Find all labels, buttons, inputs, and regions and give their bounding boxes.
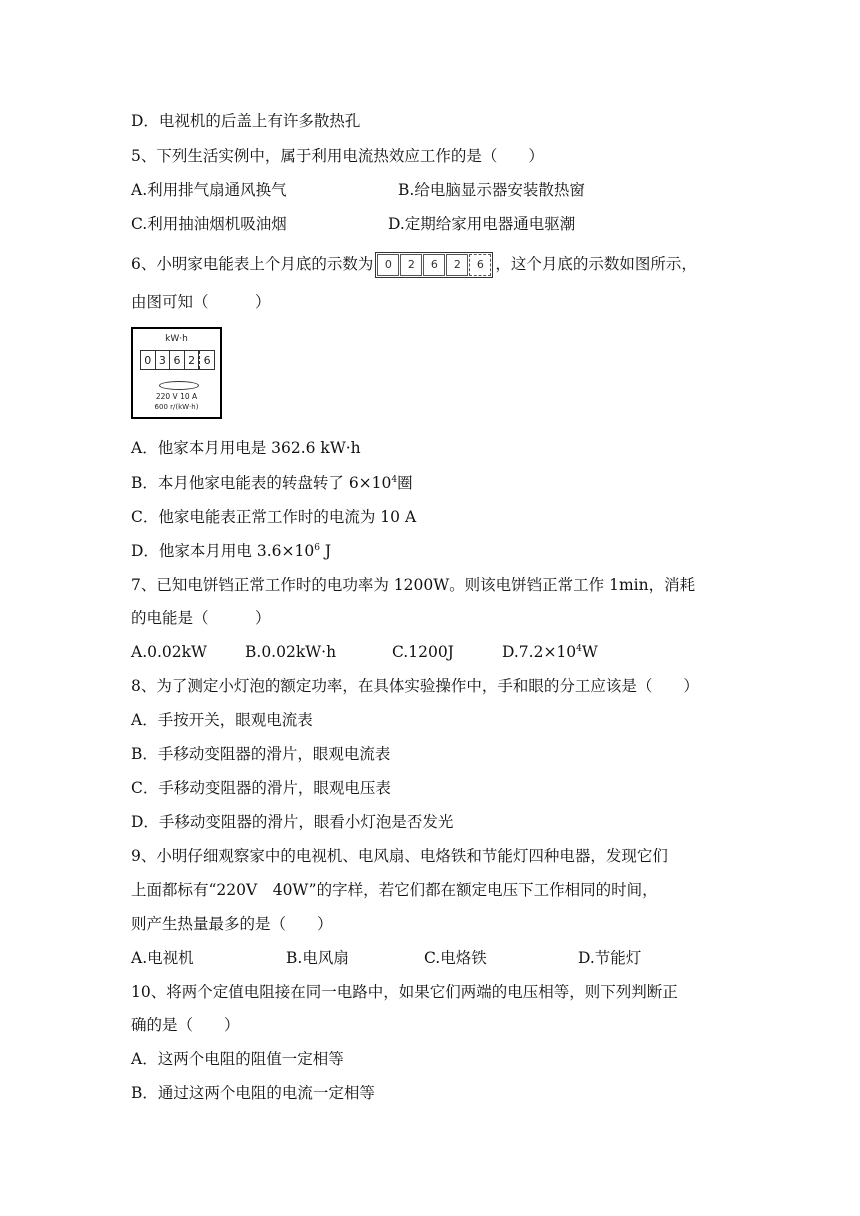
electric-meter-figure: [131, 327, 222, 419]
q6-stem-line-1: [131, 252, 697, 278]
q5-options-row-2: [131, 214, 575, 234]
q8-option-c: C．手移动变阻器的滑片，眼观电压表: [131, 779, 391, 797]
q7-option-c: C.1200J: [392, 643, 454, 661]
q9-options: [131, 948, 641, 968]
q5-option-a: A.利用排气扇通风换气: [131, 181, 287, 199]
q9-option-a: A.电视机: [131, 949, 194, 967]
q7-stem-line-2: 的电能是（ ）: [131, 609, 271, 627]
q6-option-c: C．他家电能表正常工作时的电流为 10 A: [131, 508, 417, 526]
q6-option-d-exponent: 6: [314, 542, 320, 553]
meter-digit: 6: [423, 254, 445, 276]
q7-option-d-unit: W: [581, 643, 598, 661]
q10-option-b: B．通过这两个电阻的电流一定相等: [131, 1084, 375, 1102]
q6-stem-before: 6、小明家电能表上个月底的示数为: [131, 255, 374, 273]
meter-digit-decimal: 6: [199, 351, 214, 369]
q6-option-b-exponent: 4: [391, 474, 398, 485]
q6-option-d: [131, 541, 331, 561]
meter-digits: [140, 350, 215, 370]
q9-option-b: B.电风扇: [286, 949, 349, 967]
q9-stem-line-1: 9、小明仔细观察家中的电视机、电风扇、电烙铁和节能灯四种电器，发现它们: [131, 847, 668, 865]
q8-option-a: A．手按开关，眼观电流表: [131, 711, 313, 729]
q8-option-d: D．手移动变阻器的滑片，眼看小灯泡是否发光: [131, 813, 454, 831]
q5-options-row-1: [131, 180, 585, 200]
meter-digit-decimal: 6: [469, 254, 491, 276]
q6-option-b-text: B．本月他家电能表的转盘转了 6×10: [131, 474, 392, 492]
meter-digit: 0: [377, 254, 399, 276]
q10-stem-line-1: 10、将两个定值电阻接在同一电路中，如果它们两端的电压相等，则下列判断正: [131, 983, 678, 1001]
q9-option-c: C.电烙铁: [424, 949, 487, 967]
meter-digit: 0: [141, 351, 156, 369]
q7-option-a: A.0.02kW: [131, 643, 207, 661]
q5-stem: 5、下列生活实例中，属于利用电流热效应工作的是（ ）: [131, 147, 544, 165]
q6-option-d-unit: J: [319, 542, 332, 560]
q7-option-d: [502, 642, 598, 662]
q6-stem-line-2: 由图可知（ ）: [131, 293, 271, 311]
q9-option-d: D.节能灯: [578, 949, 642, 967]
q5-option-d: D.定期给家用电器通电驱潮: [388, 215, 576, 233]
last-month-meter-reading: [375, 252, 493, 278]
q9-stem-line-2: 上面都标有“220V 40W”的字样，若它们都在额定电压下工作相同的时间，: [131, 881, 658, 899]
meter-digit: 2: [185, 351, 200, 369]
q5-option-b: B.给电脑显示器安装散热窗: [398, 181, 585, 199]
q6-stem-after: ，这个月底的示数如图所示，: [495, 255, 697, 273]
q10-option-a: A．这两个电阻的阻值一定相等: [131, 1050, 344, 1068]
q8-stem: 8、为了测定小灯泡的额定功率，在具体实验操作中，手和眼的分工应该是（ ）: [131, 677, 699, 695]
q4-option-d: D．电视机的后盖上有许多散热孔: [131, 112, 361, 130]
q7-stem-line-1: 7、已知电饼铛正常工作时的电功率为 1200W。则该电饼铛正常工作 1min，消耗: [131, 576, 696, 594]
q6-option-b-unit: 圈: [397, 474, 413, 492]
meter-digit: 6: [170, 351, 185, 369]
q10-stem-line-2: 确的是（ ）: [131, 1016, 240, 1034]
q5-option-c: C.利用抽油烟机吸油烟: [131, 215, 287, 233]
q6-option-d-text: D．他家本月用电 3.6×10: [131, 542, 315, 560]
meter-unit: kW·h: [165, 334, 188, 344]
meter-digit: 2: [400, 254, 422, 276]
q6-option-a: A．他家本月用电是 362.6 kW·h: [131, 439, 361, 457]
q7-option-d-exponent: 4: [576, 643, 582, 654]
q7-option-b: B.0.02kW·h: [245, 643, 337, 661]
q9-stem-line-3: 则产生热量最多的是（ ）: [131, 915, 333, 933]
q7-option-d-text: D.7.2×10: [502, 643, 577, 661]
q6-option-b: [131, 473, 413, 493]
q8-option-b: B．手移动变阻器的滑片，眼观电流表: [131, 745, 391, 763]
meter-revolutions: 600 r/(kW·h): [154, 403, 199, 411]
meter-rating: 220 V 10 A: [155, 392, 198, 401]
meter-digit: 2: [446, 254, 468, 276]
q7-options: [131, 642, 598, 662]
meter-digit: 3: [156, 351, 171, 369]
meter-disc: [159, 381, 199, 390]
